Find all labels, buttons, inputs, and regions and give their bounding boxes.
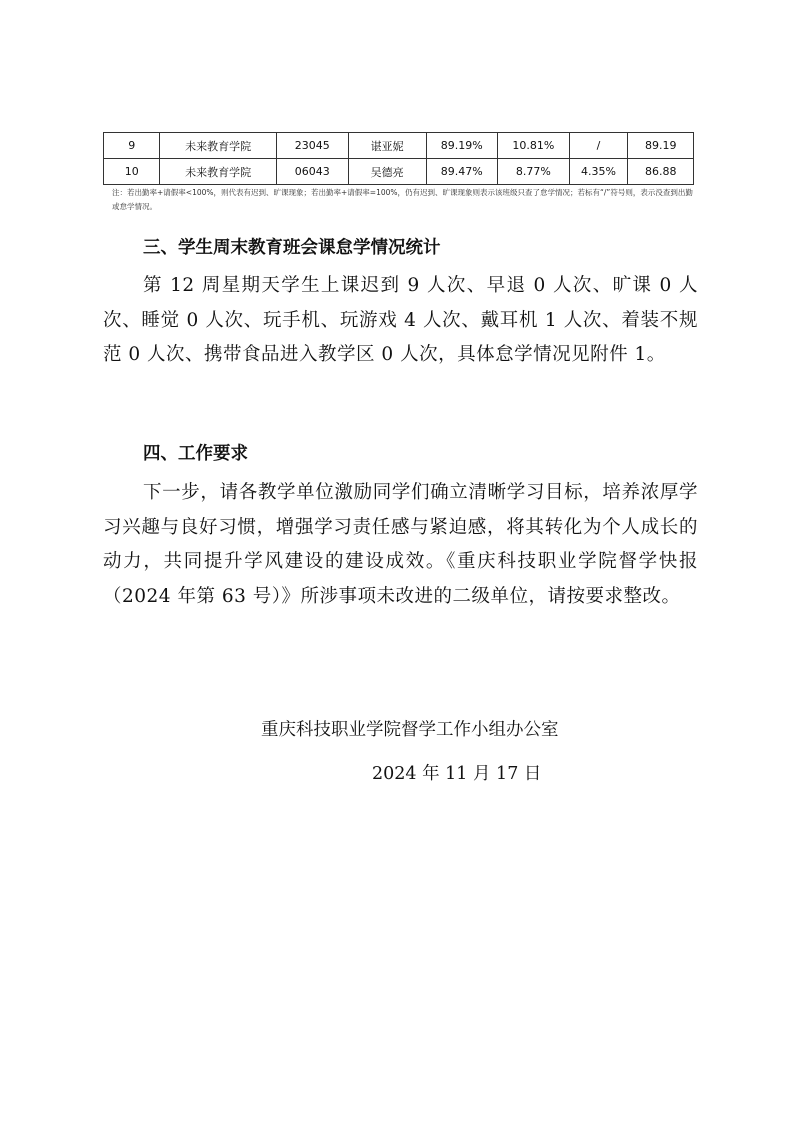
table-note: 注：若出勤率+请假率<100%，则代表有迟到、旷课现象；若出勤率+请假率=100%，仍有迟到、旷课现象则表示该班级只查了怠学情况；若标有“/”符号则，表示没查到出勤或怠学情况。 — [112, 188, 693, 211]
cell-row-index: 9 — [104, 133, 160, 159]
cell-score: 89.19 — [628, 133, 694, 159]
cell-class-code: 06043 — [276, 159, 348, 185]
cell-college: 未来教育学院 — [160, 159, 276, 185]
section4-heading: 四、工作要求 — [143, 444, 248, 464]
cell-late-rate: / — [569, 133, 628, 159]
cell-late-rate: 4.35% — [569, 159, 628, 185]
section3-body: 第 12 周星期天学生上课迟到 9 人次、早退 0 人次、旷课 0 人次、睡觉 0 人次、玩手机、玩游戏 4 人次、戴耳机 1 人次、着装不规范 0 人次、携带食品进入教学区 0 人次，具体怠学情况见附件 1。 — [103, 275, 698, 365]
table-row — [104, 133, 694, 159]
signature-office: 重庆科技职业学院督学工作小组办公室 — [261, 720, 559, 740]
cell-teacher: 吴德亮 — [348, 159, 426, 185]
cell-leave-rate: 8.77% — [498, 159, 570, 185]
cell-leave-rate: 10.81% — [498, 133, 570, 159]
section4-body: 下一步，请各教学单位激励同学们确立清晰学习目标，培养浓厚学习兴趣与良好习惯，增强学习责任感与紧迫感，将其转化为个人成长的动力，共同提升学风建设的建设成效。《重庆科技职业学院督学快报（2024 年第 63 号）》所涉事项未改进的二级单位，请按要求整改。 — [103, 482, 698, 607]
attendance-table — [103, 132, 694, 185]
cell-college: 未来教育学院 — [160, 133, 276, 159]
cell-teacher: 谌亚妮 — [348, 133, 426, 159]
cell-row-index: 10 — [104, 159, 160, 185]
cell-attendance-rate: 89.19% — [426, 133, 498, 159]
cell-class-code: 23045 — [276, 133, 348, 159]
cell-score: 86.88 — [628, 159, 694, 185]
section3-heading: 三、学生周末教育班会课怠学情况统计 — [143, 238, 441, 258]
cell-attendance-rate: 89.47% — [426, 159, 498, 185]
table-row — [104, 159, 694, 185]
signature-date: 2024 年 11 月 17 日 — [372, 764, 542, 784]
